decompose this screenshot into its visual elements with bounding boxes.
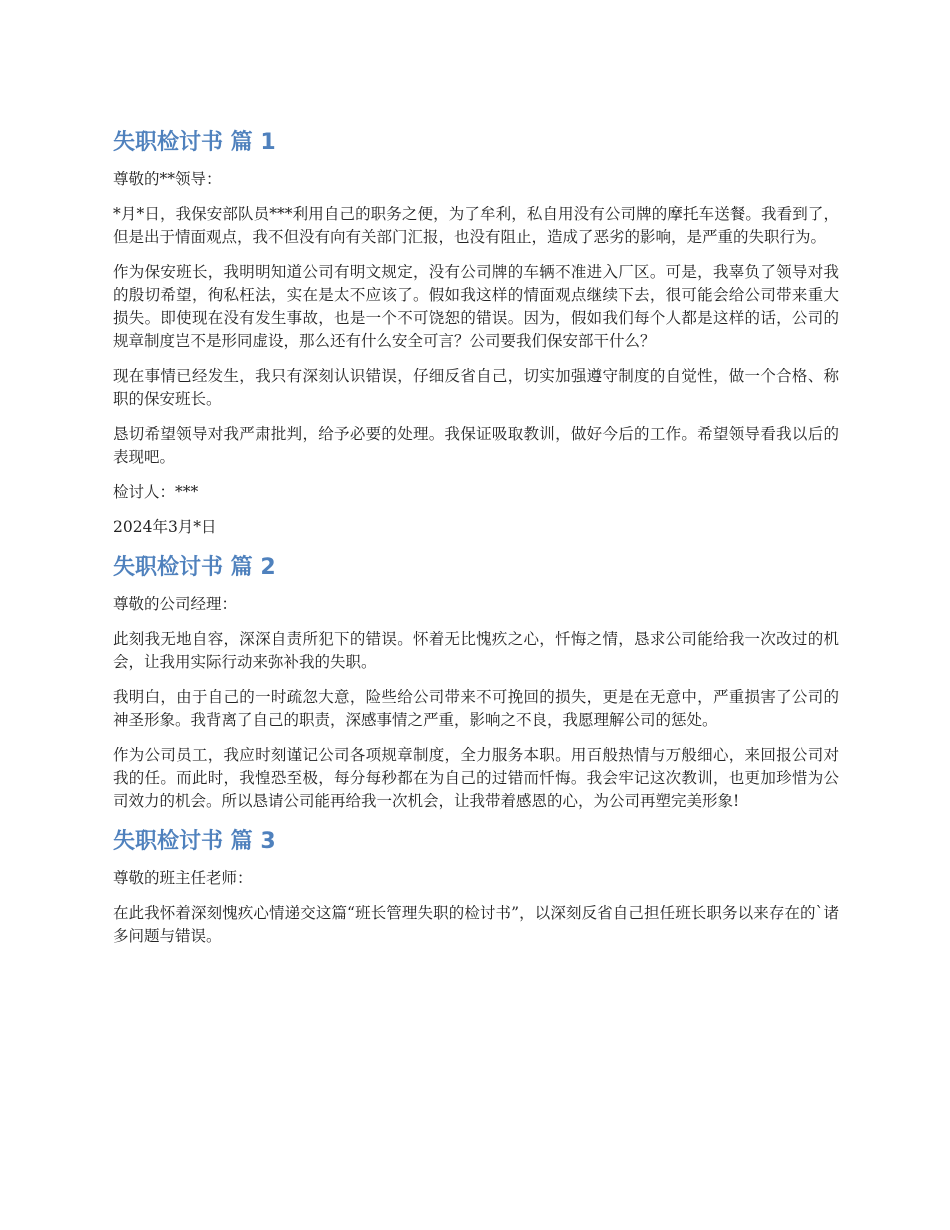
date-line: 2024年3月*日 [113, 518, 217, 536]
section-title: 失职检讨书 篇 2 [113, 555, 276, 580]
salutation: 尊敬的**领导： [113, 170, 222, 188]
paragraph: 作为公司员工，我应时刻谨记公司各项规章制度，全力服务本职。用百般热情与万般细心，来回报公司对我的任。而此时，我惶恐至极，每分每秒都在为自己的过错而忏悔。我会牢记这次教训，也更加珍惜为公司效力的机会。所以恳请公司能再给我一次机会，让我带着感恩的心，为公司再塑完美形象! [113, 746, 839, 810]
signature-line: 检讨人：*** [113, 483, 199, 501]
section-3 [113, 825, 839, 948]
paragraph: *月*日，我保安部队员***利用自己的职务之便，为了牟利，私自用没有公司牌的摩托车送餐。我看到了，但是出于情面观点，我不但没有向有关部门汇报，也没有阻止，造成了恶劣的影响，是严重的失职行为。 [113, 205, 839, 246]
paragraph: 现在事情已经发生，我只有深刻认识错误，仔细反省自己，切实加强遵守制度的自觉性，做一个合格、称职的保安班长。 [113, 367, 839, 408]
paragraph: 在此我怀着深刻愧疚心情递交这篇“班长管理失职的检讨书”，以深刻反省自己担任班长职务以来存在的`诸多问题与错误。 [113, 904, 839, 945]
document-page [113, 126, 839, 960]
salutation: 尊敬的班主任老师： [113, 869, 253, 887]
paragraph: 作为保安班长，我明明知道公司有明文规定，没有公司牌的车辆不准进入厂区。可是，我辜负了领导对我的殷切希望，徇私枉法，实在是太不应该了。假如我这样的情面观点继续下去，很可能会给公司带来重大损失。即使现在没有发生事故，也是一个不可饶恕的错误。因为，假如我们每个人都是这样的话，公司的规章制度岂不是形同虚设，那么还有什么安全可言？公司要我们保安部干什么？ [113, 263, 839, 350]
section-2 [113, 551, 839, 813]
paragraph: 恳切希望领导对我严肃批判，给予必要的处理。我保证吸取教训，做好今后的工作。希望领导看我以后的表现吧。 [113, 425, 839, 466]
section-title: 失职检讨书 篇 3 [113, 829, 276, 854]
paragraph: 我明白，由于自己的一时疏忽大意，险些给公司带来不可挽回的损失，更是在无意中，严重损害了公司的神圣形象。我背离了自己的职责，深感事情之严重，影响之不良，我愿理解公司的惩处。 [113, 688, 839, 729]
paragraph: 此刻我无地自容，深深自责所犯下的错误。怀着无比愧疚之心，忏悔之情，恳求公司能给我一次改过的机会，让我用实际行动来弥补我的失职。 [113, 630, 839, 671]
salutation: 尊敬的公司经理： [113, 595, 238, 613]
section-title: 失职检讨书 篇 1 [113, 130, 276, 155]
section-1 [113, 126, 839, 539]
